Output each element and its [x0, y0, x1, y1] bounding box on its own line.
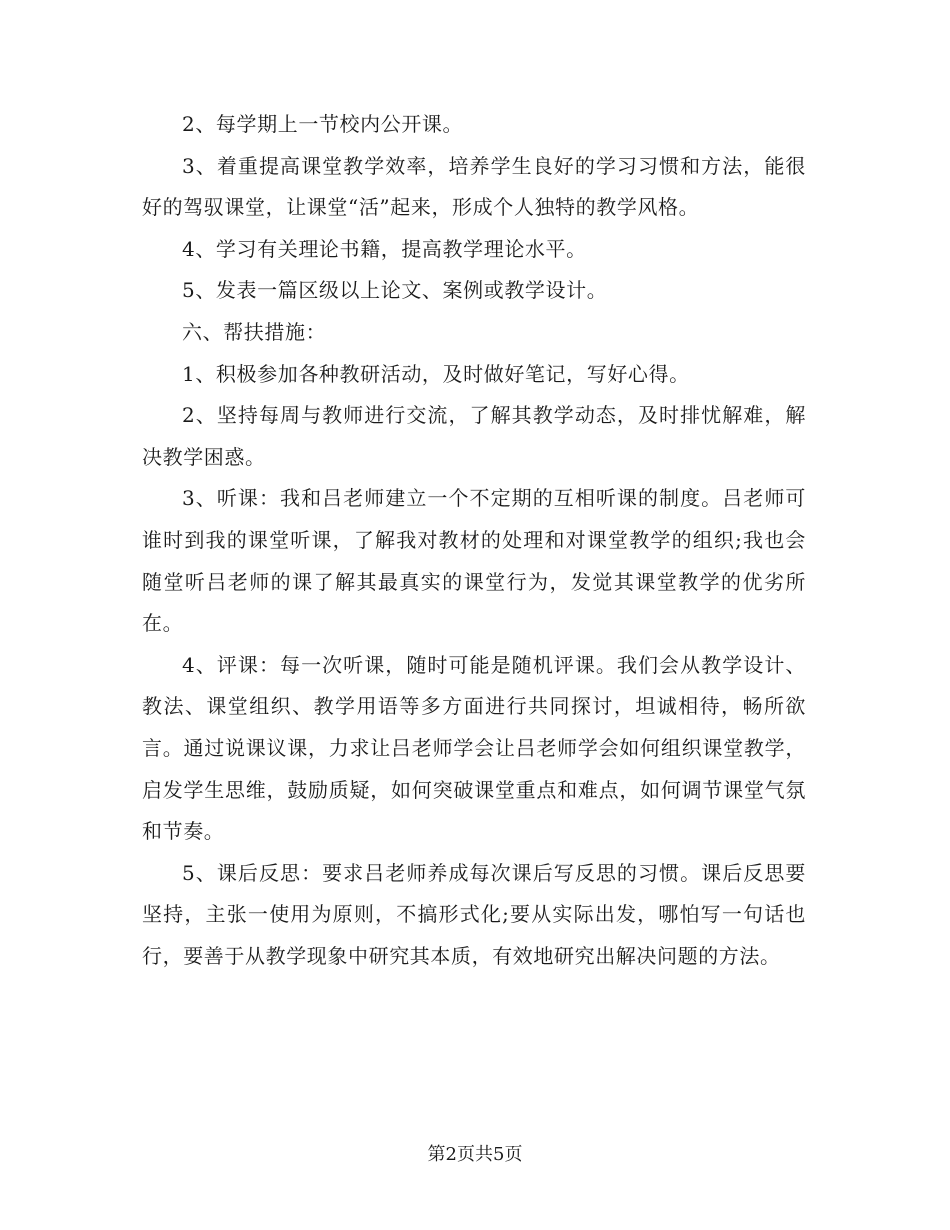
paragraph-goal-5: 5、发表一篇区级以上论文、案例或教学设计。 [182, 278, 608, 303]
section-heading-measures: 六、帮扶措施： [182, 319, 327, 344]
page-number: 第2页共5页 [427, 1144, 523, 1165]
paragraph-measure-4: 4、评课：每一次听课，随时可能是随机评课。我们会从教学设计、教法、课堂组织、教学用语等多方面进行共同探讨，坦诚相待，畅所欲言。通过说课议课，力求让吕老师学会让吕老师学会如何组织课堂教学，启发学生思维，鼓励质疑，如何突破课堂重点和难点，如何调节课堂气氛和节奏。 [142, 652, 806, 844]
paragraph-goal-2: 2、每学期上一节校内公开课。 [182, 112, 464, 136]
paragraph-measure-2: 2、坚持每周与教师进行交流，了解其教学动态，及时排忧解难，解决教学困惑。 [142, 403, 806, 469]
document-body [142, 104, 806, 977]
paragraph-measure-1: 1、积极参加各种教研活动，及时做好笔记，写好心得。 [182, 361, 690, 386]
paragraph-goal-3: 3、着重提高课堂教学效率，培养学生良好的学习习惯和方法，能很好的驾驭课堂，让课堂“活”起来，形成个人独特的教学风格。 [142, 153, 806, 220]
paragraph-goal-4: 4、学习有关理论书籍，提高教学理论水平。 [182, 236, 587, 261]
paragraph-measure-3: 3、听课：我和吕老师建立一个不定期的互相听课的制度。吕老师可谁时到我的课堂听课，了解我对教材的处理和对课堂教学的组织;我也会随堂听吕老师的课了解其最真实的课堂行为，发觉其课堂教学的优劣所在。 [142, 486, 806, 636]
paragraph-measure-5: 5、课后反思：要求吕老师养成每次课后写反思的习惯。课后反思要坚持，主张一使用为原则，不搞形式化;要从实际出发，哪怕写一句话也行，要善于从教学现象中研究其本质，有效地研究出解决问题的方法。 [142, 860, 806, 968]
